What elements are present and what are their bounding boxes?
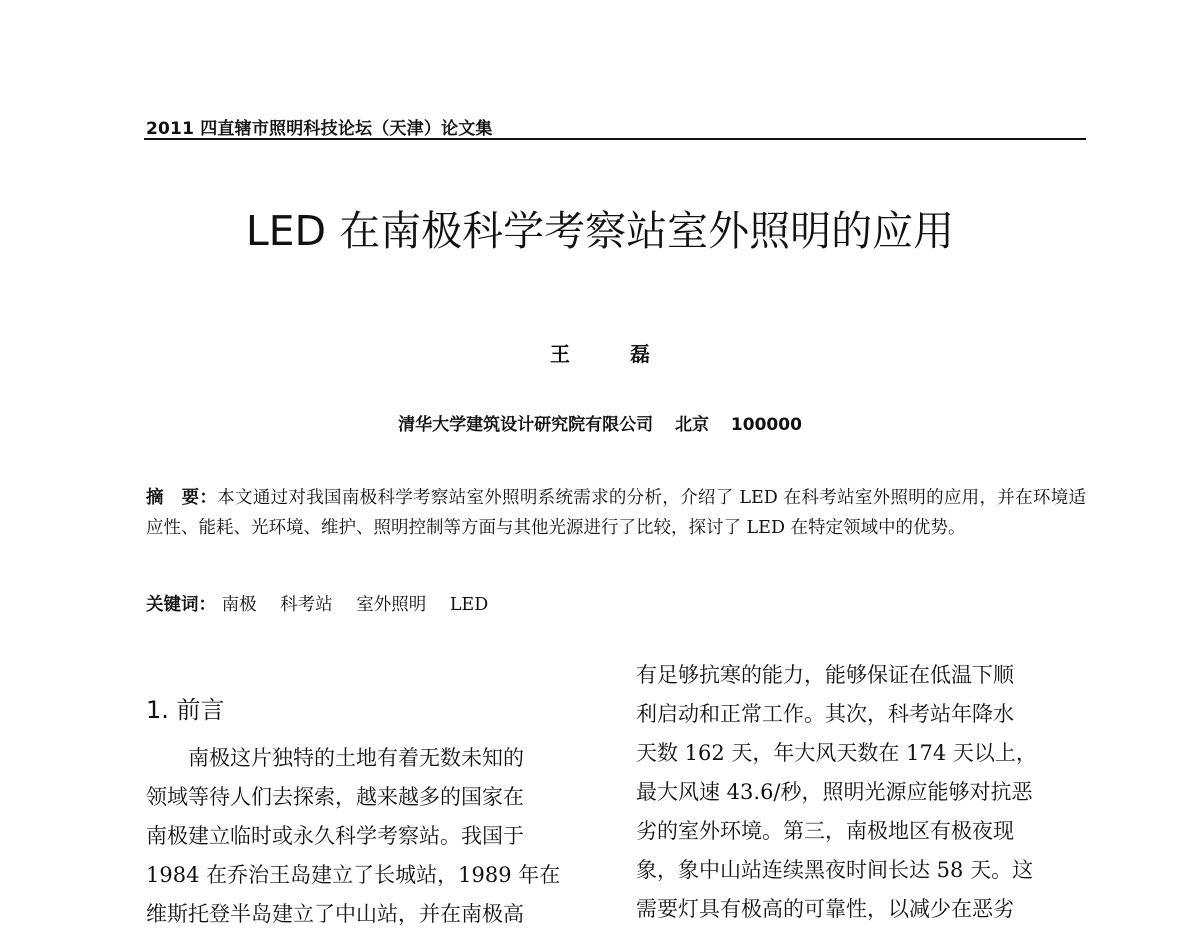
text-line: 最大风速 43.6/秒，照明光源应能够对抗恶 xyxy=(636,780,1033,804)
author-name: 王 磊 xyxy=(550,342,670,366)
keyword: 室外照明 xyxy=(356,595,427,615)
text-line: 领域等待人们去探索，越来越多的国家在 xyxy=(146,785,524,809)
text-line: 象，象中山站连续黑夜时间长达 58 天。这 xyxy=(636,858,1034,882)
affiliation-organization: 清华大学建筑设计研究院有限公司 xyxy=(398,415,654,435)
section-heading: 1. 前言 xyxy=(146,696,225,724)
abstract xyxy=(146,483,1086,543)
text-line: 1984 在乔治王岛建立了长城站，1989 年在 xyxy=(146,863,561,887)
abstract-label: 摘 要： xyxy=(146,488,218,508)
keyword: 科考站 xyxy=(280,595,333,615)
text-line: 劣的室外环境。第三，南极地区有极夜现 xyxy=(636,819,1014,843)
affiliation xyxy=(0,410,1200,435)
text-line: 利启动和正常工作。其次，科考站年降水 xyxy=(636,702,1014,726)
text-line: 南极建立临时或永久科学考察站。我国于 xyxy=(146,824,524,848)
keyword: LED xyxy=(449,595,489,615)
keyword: 南极 xyxy=(221,595,257,615)
text-line: 需要灯具有极高的可靠性，以减少在恶劣 xyxy=(636,897,1014,921)
text-line: 天数 162 天，年大风天数在 174 天以上， xyxy=(636,741,1037,765)
affiliation-city: 北京 xyxy=(675,415,709,435)
body-column-right xyxy=(636,656,1086,929)
text-line: 南极这片独特的土地有着无数未知的 xyxy=(146,746,524,770)
abstract-text: 本文通过对我国南极科学考察站室外照明系统需求的分析，介绍了 LED 在科考站室外照明的应用，并在环境适应性、能耗、光环境、维护、照明控制等方面与其他光源进行了比较，探讨了 LED 在特定领域中的优势。 xyxy=(146,488,1086,538)
text-line: 维斯托登半岛建立了中山站，并在南极高 xyxy=(146,902,524,926)
paper-title: LED 在南极科学考察站室外照明的应用 xyxy=(245,207,955,255)
keywords xyxy=(146,590,506,620)
header-rule xyxy=(144,138,1086,140)
keywords-label: 关键词： xyxy=(146,595,216,615)
affiliation-postcode: 100000 xyxy=(730,415,802,435)
running-header: 2011 四直辖市照明科技论坛（天津）论文集 xyxy=(146,119,493,139)
body-column-left xyxy=(146,739,586,934)
text-line: 有足够抗寒的能力，能够保证在低温下顺 xyxy=(636,663,1014,687)
